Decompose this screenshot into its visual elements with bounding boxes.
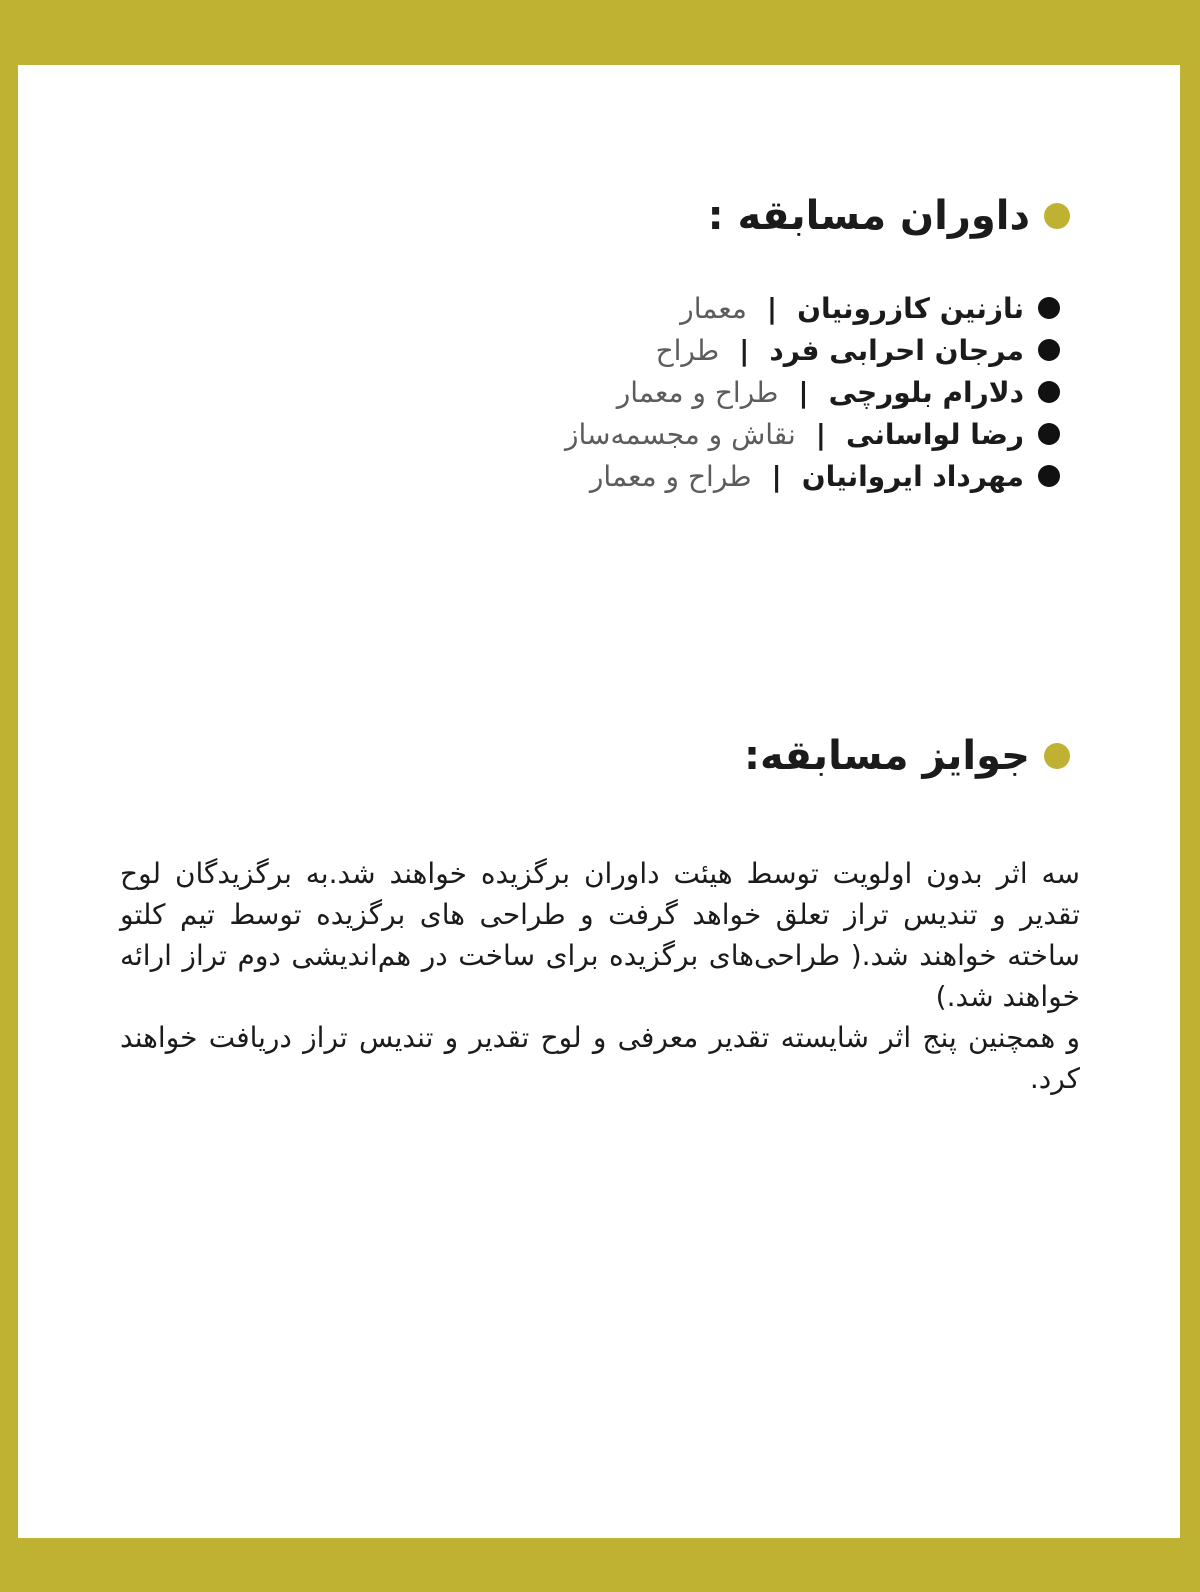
bullet-icon bbox=[1038, 465, 1060, 487]
judge-role: طراح bbox=[655, 333, 720, 367]
judge-name: دلارام بلورچی bbox=[828, 375, 1024, 409]
prizes-description bbox=[120, 853, 1080, 1099]
judge-name: نازنین کازرونیان bbox=[797, 291, 1024, 325]
prizes-paragraph-2: و همچنین پنج اثر شایسته تقدیر معرفی و لوح تقدیر و تندیس تراز دریافت خواهند کرد. bbox=[120, 1021, 1080, 1095]
judge-separator: | bbox=[815, 417, 826, 451]
judge-role: طراح و معمار bbox=[616, 375, 779, 409]
list-item bbox=[565, 329, 1060, 371]
bullet-icon bbox=[1038, 381, 1060, 403]
heading-bullet-dot bbox=[1044, 743, 1070, 769]
judges-list bbox=[565, 287, 1060, 497]
judge-role: طراح و معمار bbox=[589, 459, 752, 493]
prizes-heading bbox=[744, 733, 1070, 779]
judge-separator: | bbox=[771, 459, 782, 493]
bullet-icon bbox=[1038, 423, 1060, 445]
judge-name: رضا لواسانی bbox=[846, 417, 1024, 451]
list-item bbox=[565, 413, 1060, 455]
bullet-icon bbox=[1038, 339, 1060, 361]
judge-role: معمار bbox=[680, 291, 747, 325]
list-item bbox=[565, 371, 1060, 413]
poster-page bbox=[18, 65, 1180, 1538]
judge-separator: | bbox=[739, 333, 750, 367]
judge-role: نقاش و مجسمه‌ساز bbox=[565, 417, 796, 451]
judge-name: مهرداد ایروانیان bbox=[801, 459, 1024, 493]
heading-bullet-dot bbox=[1044, 203, 1070, 229]
list-item bbox=[565, 287, 1060, 329]
judge-separator: | bbox=[766, 291, 778, 325]
prizes-heading-text: جوایز مسابقه: bbox=[744, 733, 1030, 779]
prizes-paragraph-1: سه اثر بدون اولویت توسط هیئت داوران برگزیده خواهند شد.به برگزیدگان لوح تقدیر و تندیس تراز تعلق خواهد گرفت و طراحی های برگزیده توسط تیم کلتو ساخته خواهند شد.( طراحی‌های برگزیده برای ساخت در هم‌اندیشی دوم تراز ارائه خواهند شد.) bbox=[120, 857, 1080, 1013]
judge-name: مرجان احرابی فرد bbox=[769, 333, 1024, 367]
judge-separator: | bbox=[798, 375, 809, 409]
judges-heading-text: داوران مسابقه : bbox=[707, 193, 1030, 239]
list-item bbox=[565, 455, 1060, 497]
bullet-icon bbox=[1038, 297, 1060, 319]
judges-heading bbox=[708, 193, 1070, 239]
